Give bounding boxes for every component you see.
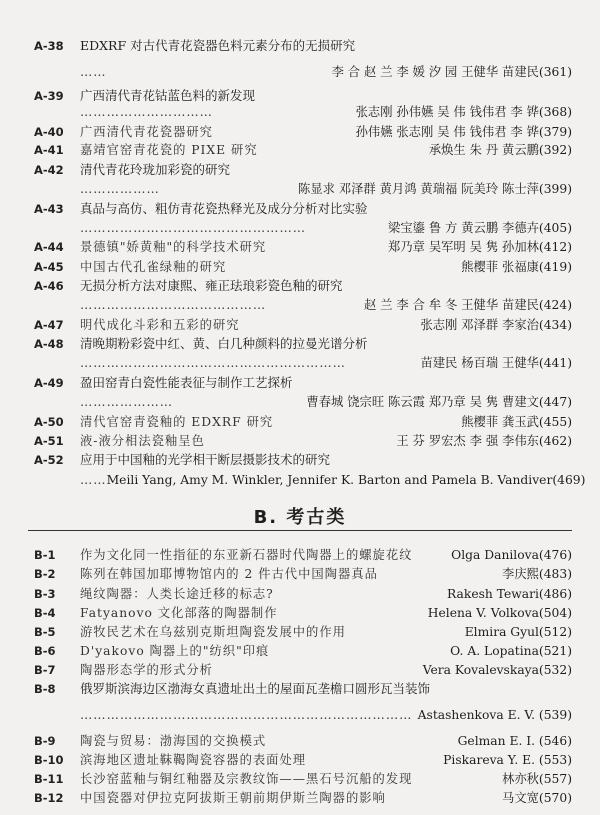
entry-title: 无损分析方法对康熙、雍正珐琅彩瓷色釉的研究 [80, 278, 343, 293]
entry-code: A-42 [34, 163, 64, 177]
entry-code: A-44 [34, 240, 64, 254]
entry-authors: …………………………………………………… 苗建民 杨百瑞 王健华(441) [80, 356, 572, 370]
entry-code: A-49 [34, 376, 64, 390]
entry-code: A-51 [34, 434, 64, 448]
entry-code: A-46 [34, 279, 64, 293]
entry-title: 应用于中国釉的光学相干断层摄影技术的研究 [80, 452, 331, 467]
entry-code: B-8 [34, 682, 56, 696]
entry-title-authors: 明代成化斗彩和五彩的研究 张志刚 邓泽群 李家治(434) [80, 318, 572, 332]
entry-title-authors: 清代官窑青瓷釉的 EDXRF 研究 熊樱菲 龚玉武(455) [80, 415, 572, 429]
section-divider [28, 530, 572, 531]
entry-authors: ………………… 曹春城 饶宗旺 陈云霞 郑乃章 吴 隽 曹建文(447) [80, 395, 572, 409]
entry-code: B-1 [34, 548, 56, 562]
entry-authors: …… Meili Yang, Amy M. Winkler, Jennifer K. Barton and Pamela B. Vandiver(469) [80, 473, 586, 487]
entry-title: 盈田窑青白瓷性能表征与制作工艺探析 [80, 375, 293, 390]
entry-title: 广西清代青花钴蓝色料的新发现 [80, 88, 256, 103]
entry-title: 清代青花玲珑加彩瓷的研究 [80, 162, 231, 177]
entry-title-authors: 中国瓷器对伊拉克阿拔斯王朝前期伊斯兰陶器的影响 马文宽(570) [80, 791, 572, 805]
section-heading-archaeology: B. 考古类 [253, 507, 347, 528]
entry-code: B-10 [34, 753, 64, 767]
entry-title-authors: Fatyanovo 文化部落的陶器制作 Helena V. Volkova(504) [80, 606, 572, 620]
entry-code: B-4 [34, 606, 56, 620]
entry-code: B-11 [34, 772, 64, 786]
entry-code: A-43 [34, 202, 64, 216]
entry-code: A-50 [34, 415, 64, 429]
entry-code: A-47 [34, 318, 64, 332]
entry-title-authors: 滨海地区遗址靺鞨陶瓷容器的表面处理 Piskareva Y. E. (553) [80, 753, 572, 767]
entry-code: B-2 [34, 567, 56, 581]
entry-code: B-3 [34, 587, 56, 601]
entry-authors: …………………………………………… 梁宝鎏 鲁 方 黄云鹏 李德卉(405) [80, 221, 572, 235]
entry-title-authors: 广西清代青花瓷器研究 孙伟嬿 张志刚 吴 伟 钱伟君 李 铧(379) [80, 125, 572, 139]
entry-code: A-52 [34, 453, 64, 467]
entry-code: A-41 [34, 143, 64, 157]
entry-authors: ………………………… 张志刚 孙伟嬿 吴 伟 钱伟君 李 铧(368) [80, 105, 572, 119]
entry-title-authors: 陶器形态学的形式分析 Vera Kovalevskaya(532) [80, 663, 572, 677]
entry-title: 清晚期粉彩瓷中红、黄、白几种颜料的拉曼光谱分析 [80, 336, 368, 351]
entry-code: A-39 [34, 89, 64, 103]
entry-title-authors: 中国古代孔雀绿釉的研究 熊樱菲 张福康(419) [80, 260, 572, 274]
entry-title-authors: 景德镇"娇黄釉"的科学技术研究 郑乃章 吴军明 吴 隽 孙加林(412) [80, 240, 572, 254]
entry-code: A-48 [34, 337, 64, 351]
entry-title-authors: 液-液分相法瓷釉呈色 王 芬 罗宏杰 李 强 李伟东(462) [80, 434, 572, 448]
entry-authors: …… 李 合 赵 兰 李 媛 汐 园 王健华 苗建民(361) [80, 65, 572, 79]
entry-code: B-9 [34, 734, 56, 748]
entry-code: B-5 [34, 625, 56, 639]
entry-authors: ……………… 陈显求 邓泽群 黄月鸿 黄瑞福 阮美玲 陈士萍(399) [80, 182, 572, 196]
entry-title: EDXRF 对古代青花瓷器色料元素分布的无损研究 [80, 38, 356, 53]
entry-authors: ………………………………………………………………… Astashenkova E. V. (539) [80, 708, 572, 722]
entry-title: 俄罗斯滨海边区渤海女真遗址出土的屋面瓦垄檐口圆形瓦当装饰 [80, 681, 431, 696]
entry-code: A-38 [34, 39, 64, 53]
entry-code: A-45 [34, 260, 64, 274]
entry-title-authors: 作为文化同一性指征的东亚新石器时代陶器上的螺旋花纹 Olga Danilova(476) [80, 548, 572, 562]
entry-title-authors: 游牧民艺术在乌兹别克斯坦陶瓷发展中的作用 Elmira Gyul(512) [80, 625, 572, 639]
entry-title: 真品与高仿、粗仿青花瓷热释光及成分分析对比实验 [80, 201, 368, 216]
entry-title-authors: 长沙窑蓝釉与铜红釉器及宗教纹饰——黑石号沉船的发现 林亦秋(557) [80, 772, 572, 786]
entry-title-authors: D'yakovo 陶器上的"纺织"印痕 O. A. Lopatina(521) [80, 644, 572, 658]
entry-code: B-12 [34, 791, 64, 805]
entry-title-authors: 嘉靖官窑青花瓷的 PIXE 研究 承焕生 朱 丹 黄云鹏(392) [80, 143, 572, 157]
entry-authors: …………………………………… 赵 兰 李 合 牟 冬 王健华 苗建民(424) [80, 298, 572, 312]
entry-title-authors: 绳纹陶器：人类长途迁移的标志? Rakesh Tewari(486) [80, 587, 572, 601]
entry-title-authors: 陈列在韩国加耶博物馆内的 2 件古代中国陶器真品 李庆熙(483) [80, 567, 572, 581]
entry-code: B-7 [34, 663, 56, 677]
entry-code: B-6 [34, 644, 56, 658]
entry-code: A-40 [34, 125, 64, 139]
entry-title-authors: 陶瓷与贸易：渤海国的交换模式 Gelman E. I. (546) [80, 734, 572, 748]
